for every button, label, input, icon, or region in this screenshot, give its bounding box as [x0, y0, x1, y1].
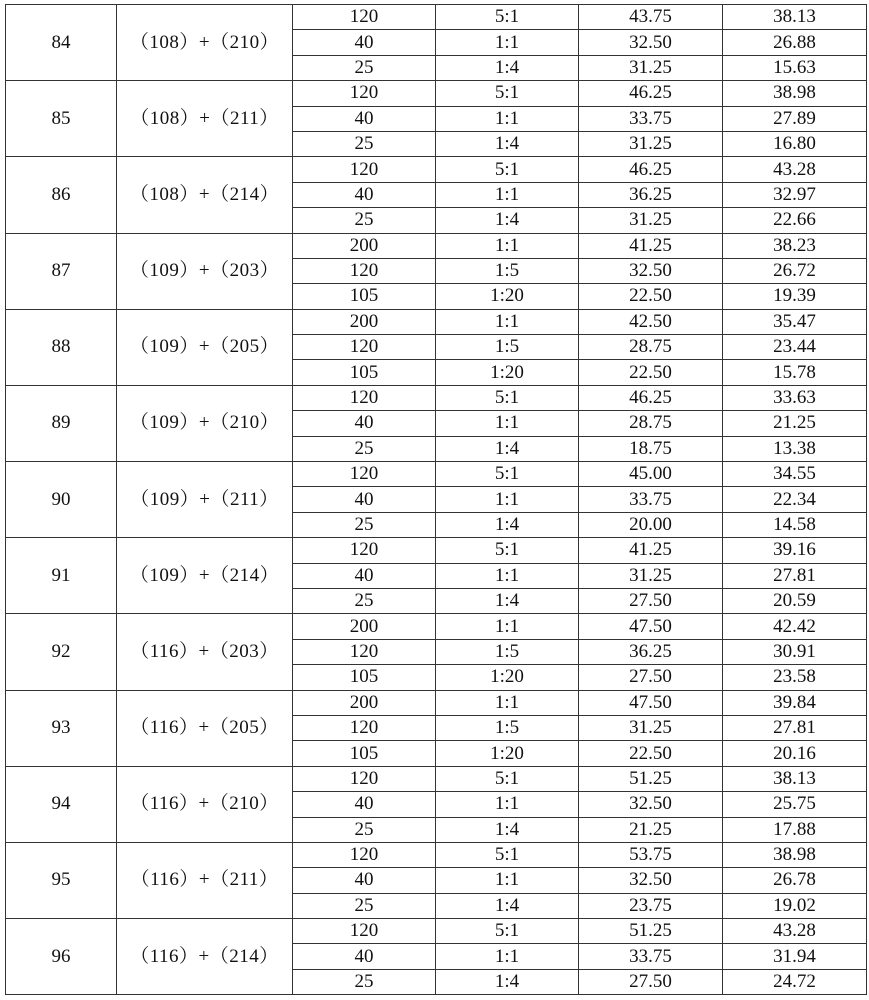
dose-cell: 200	[293, 233, 436, 258]
ratio-cell: 5:1	[436, 157, 579, 182]
dose-cell: 25	[293, 817, 436, 842]
table-row	[6, 690, 867, 715]
dose-cell: 40	[293, 182, 436, 207]
table-body	[6, 5, 867, 995]
dose-cell: 40	[293, 868, 436, 893]
dose-cell: 120	[293, 462, 436, 487]
value-1-cell: 36.25	[579, 639, 723, 664]
value-1-cell: 51.25	[579, 766, 723, 791]
value-2-cell: 38.98	[723, 81, 867, 106]
value-2-cell: 35.47	[723, 309, 867, 334]
value-1-cell: 47.50	[579, 614, 723, 639]
value-1-cell: 22.50	[579, 741, 723, 766]
value-2-cell: 27.81	[723, 715, 867, 740]
value-1-cell: 21.25	[579, 817, 723, 842]
dose-cell: 120	[293, 5, 436, 30]
ratio-cell: 1:1	[436, 182, 579, 207]
value-2-cell: 19.02	[723, 893, 867, 918]
dose-cell: 120	[293, 842, 436, 867]
value-2-cell: 34.55	[723, 462, 867, 487]
table-row	[6, 538, 867, 563]
value-1-cell: 27.50	[579, 588, 723, 613]
dose-cell: 105	[293, 741, 436, 766]
value-2-cell: 30.91	[723, 639, 867, 664]
combination-cell: （116）+（205）	[117, 690, 293, 766]
value-1-cell: 46.25	[579, 385, 723, 410]
value-1-cell: 33.75	[579, 944, 723, 969]
dose-cell: 25	[293, 55, 436, 80]
dose-cell: 40	[293, 944, 436, 969]
value-2-cell: 17.88	[723, 817, 867, 842]
table-row	[6, 157, 867, 182]
ratio-cell: 1:20	[436, 360, 579, 385]
ratio-cell: 1:1	[436, 563, 579, 588]
dose-cell: 120	[293, 157, 436, 182]
value-1-cell: 31.25	[579, 208, 723, 233]
ratio-cell: 1:4	[436, 893, 579, 918]
dose-cell: 105	[293, 284, 436, 309]
example-number-cell: 94	[6, 766, 117, 842]
ratio-cell: 1:4	[436, 512, 579, 537]
value-1-cell: 18.75	[579, 436, 723, 461]
dose-cell: 200	[293, 309, 436, 334]
value-2-cell: 16.80	[723, 131, 867, 156]
ratio-cell: 1:4	[436, 208, 579, 233]
dose-cell: 120	[293, 258, 436, 283]
combination-cell: （109）+（210）	[117, 385, 293, 461]
dose-cell: 105	[293, 665, 436, 690]
dose-cell: 120	[293, 766, 436, 791]
ratio-cell: 1:1	[436, 487, 579, 512]
value-1-cell: 32.50	[579, 868, 723, 893]
dose-cell: 105	[293, 360, 436, 385]
value-1-cell: 27.50	[579, 969, 723, 994]
combination-cell: （108）+（214）	[117, 157, 293, 233]
value-1-cell: 27.50	[579, 665, 723, 690]
example-number-cell: 91	[6, 538, 117, 614]
value-1-cell: 31.25	[579, 715, 723, 740]
table-row	[6, 766, 867, 791]
value-2-cell: 32.97	[723, 182, 867, 207]
combination-cell: （109）+（214）	[117, 538, 293, 614]
value-1-cell: 31.25	[579, 563, 723, 588]
value-2-cell: 15.63	[723, 55, 867, 80]
dose-cell: 25	[293, 893, 436, 918]
value-2-cell: 21.25	[723, 411, 867, 436]
value-2-cell: 27.81	[723, 563, 867, 588]
data-table	[5, 4, 867, 995]
example-number-cell: 87	[6, 233, 117, 309]
value-2-cell: 38.23	[723, 233, 867, 258]
value-1-cell: 42.50	[579, 309, 723, 334]
value-1-cell: 36.25	[579, 182, 723, 207]
example-number-cell: 95	[6, 842, 117, 918]
example-number-cell: 84	[6, 5, 117, 81]
value-2-cell: 42.42	[723, 614, 867, 639]
dose-cell: 40	[293, 106, 436, 131]
combination-cell: （109）+（211）	[117, 462, 293, 538]
value-1-cell: 32.50	[579, 792, 723, 817]
ratio-cell: 1:5	[436, 258, 579, 283]
value-2-cell: 22.34	[723, 487, 867, 512]
value-1-cell: 22.50	[579, 360, 723, 385]
value-1-cell: 46.25	[579, 81, 723, 106]
ratio-cell: 1:5	[436, 639, 579, 664]
value-2-cell: 14.58	[723, 512, 867, 537]
example-number-cell: 88	[6, 309, 117, 385]
value-1-cell: 28.75	[579, 411, 723, 436]
ratio-cell: 1:20	[436, 284, 579, 309]
value-2-cell: 20.16	[723, 741, 867, 766]
value-1-cell: 47.50	[579, 690, 723, 715]
table-row	[6, 462, 867, 487]
combination-cell: （116）+（211）	[117, 842, 293, 918]
ratio-cell: 1:4	[436, 55, 579, 80]
dose-cell: 120	[293, 919, 436, 944]
value-2-cell: 43.28	[723, 919, 867, 944]
value-2-cell: 26.72	[723, 258, 867, 283]
dose-cell: 120	[293, 81, 436, 106]
example-number-cell: 89	[6, 385, 117, 461]
table-row	[6, 81, 867, 106]
table-row	[6, 842, 867, 867]
dose-cell: 40	[293, 563, 436, 588]
table-row	[6, 614, 867, 639]
value-1-cell: 32.50	[579, 30, 723, 55]
ratio-cell: 5:1	[436, 766, 579, 791]
value-1-cell: 28.75	[579, 335, 723, 360]
combination-cell: （116）+（210）	[117, 766, 293, 842]
ratio-cell: 5:1	[436, 462, 579, 487]
ratio-cell: 1:1	[436, 792, 579, 817]
value-2-cell: 39.84	[723, 690, 867, 715]
value-1-cell: 45.00	[579, 462, 723, 487]
dose-cell: 120	[293, 385, 436, 410]
value-2-cell: 38.13	[723, 766, 867, 791]
value-1-cell: 41.25	[579, 233, 723, 258]
dose-cell: 25	[293, 131, 436, 156]
value-2-cell: 26.88	[723, 30, 867, 55]
value-1-cell: 51.25	[579, 919, 723, 944]
combination-cell: （116）+（214）	[117, 919, 293, 995]
value-1-cell: 41.25	[579, 538, 723, 563]
ratio-cell: 1:1	[436, 944, 579, 969]
value-2-cell: 23.44	[723, 335, 867, 360]
dose-cell: 200	[293, 690, 436, 715]
table-row	[6, 919, 867, 944]
ratio-cell: 1:4	[436, 131, 579, 156]
value-1-cell: 46.25	[579, 157, 723, 182]
value-2-cell: 24.72	[723, 969, 867, 994]
example-number-cell: 93	[6, 690, 117, 766]
value-1-cell: 43.75	[579, 5, 723, 30]
value-1-cell: 20.00	[579, 512, 723, 537]
example-number-cell: 96	[6, 919, 117, 995]
ratio-cell: 1:4	[436, 436, 579, 461]
dose-cell: 25	[293, 512, 436, 537]
value-1-cell: 31.25	[579, 55, 723, 80]
ratio-cell: 5:1	[436, 842, 579, 867]
value-1-cell: 53.75	[579, 842, 723, 867]
dose-cell: 120	[293, 715, 436, 740]
value-2-cell: 38.98	[723, 842, 867, 867]
ratio-cell: 1:1	[436, 106, 579, 131]
ratio-cell: 1:20	[436, 741, 579, 766]
dose-cell: 40	[293, 411, 436, 436]
dose-cell: 25	[293, 588, 436, 613]
ratio-cell: 5:1	[436, 385, 579, 410]
value-2-cell: 22.66	[723, 208, 867, 233]
ratio-cell: 1:1	[436, 30, 579, 55]
dose-cell: 40	[293, 30, 436, 55]
dose-cell: 120	[293, 639, 436, 664]
example-number-cell: 92	[6, 614, 117, 690]
example-number-cell: 85	[6, 81, 117, 157]
dose-cell: 40	[293, 792, 436, 817]
table-row	[6, 309, 867, 334]
table-row	[6, 233, 867, 258]
ratio-cell: 1:20	[436, 665, 579, 690]
value-1-cell: 32.50	[579, 258, 723, 283]
value-1-cell: 31.25	[579, 131, 723, 156]
value-2-cell: 33.63	[723, 385, 867, 410]
ratio-cell: 5:1	[436, 5, 579, 30]
ratio-cell: 1:4	[436, 588, 579, 613]
example-number-cell: 86	[6, 157, 117, 233]
value-2-cell: 23.58	[723, 665, 867, 690]
ratio-cell: 1:1	[436, 868, 579, 893]
dose-cell: 25	[293, 436, 436, 461]
combination-cell: （108）+（211）	[117, 81, 293, 157]
value-2-cell: 20.59	[723, 588, 867, 613]
value-1-cell: 23.75	[579, 893, 723, 918]
value-2-cell: 38.13	[723, 5, 867, 30]
ratio-cell: 1:1	[436, 309, 579, 334]
value-2-cell: 19.39	[723, 284, 867, 309]
ratio-cell: 1:4	[436, 817, 579, 842]
value-2-cell: 39.16	[723, 538, 867, 563]
combination-cell: （108）+（210）	[117, 5, 293, 81]
dose-cell: 200	[293, 614, 436, 639]
dose-cell: 40	[293, 487, 436, 512]
ratio-cell: 5:1	[436, 538, 579, 563]
value-2-cell: 31.94	[723, 944, 867, 969]
ratio-cell: 1:1	[436, 690, 579, 715]
dose-cell: 120	[293, 335, 436, 360]
combination-cell: （116）+（203）	[117, 614, 293, 690]
dose-cell: 120	[293, 538, 436, 563]
ratio-cell: 1:1	[436, 411, 579, 436]
value-2-cell: 27.89	[723, 106, 867, 131]
combination-cell: （109）+（203）	[117, 233, 293, 309]
value-2-cell: 13.38	[723, 436, 867, 461]
value-1-cell: 33.75	[579, 106, 723, 131]
ratio-cell: 1:1	[436, 614, 579, 639]
value-1-cell: 22.50	[579, 284, 723, 309]
table-row	[6, 5, 867, 30]
value-2-cell: 15.78	[723, 360, 867, 385]
ratio-cell: 1:1	[436, 233, 579, 258]
ratio-cell: 1:4	[436, 969, 579, 994]
ratio-cell: 5:1	[436, 919, 579, 944]
value-2-cell: 25.75	[723, 792, 867, 817]
value-2-cell: 43.28	[723, 157, 867, 182]
ratio-cell: 1:5	[436, 335, 579, 360]
dose-cell: 25	[293, 208, 436, 233]
example-number-cell: 90	[6, 462, 117, 538]
ratio-cell: 5:1	[436, 81, 579, 106]
value-1-cell: 33.75	[579, 487, 723, 512]
ratio-cell: 1:5	[436, 715, 579, 740]
dose-cell: 25	[293, 969, 436, 994]
combination-cell: （109）+（205）	[117, 309, 293, 385]
table-row	[6, 385, 867, 410]
value-2-cell: 26.78	[723, 868, 867, 893]
